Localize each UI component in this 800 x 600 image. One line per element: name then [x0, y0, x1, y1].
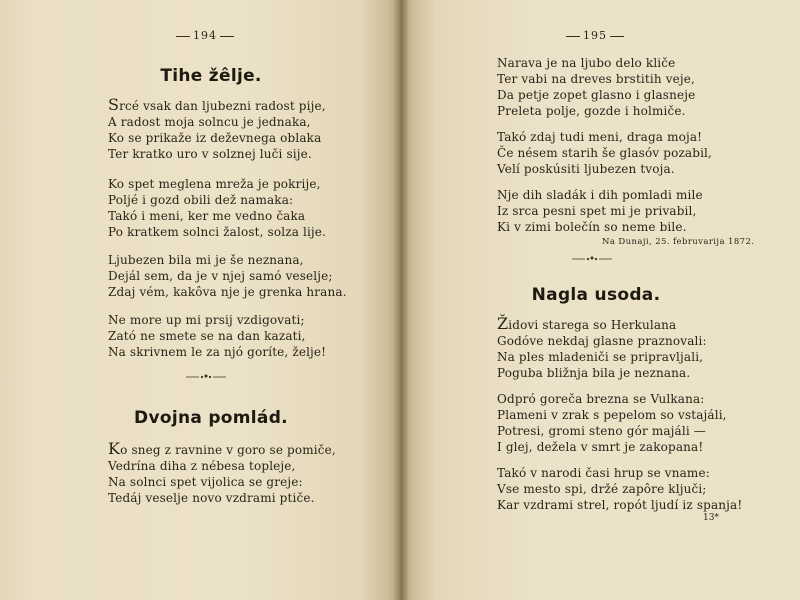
verse-line: Vedrína diha z nébesa topleje,: [108, 459, 296, 473]
verse-line: [497, 314, 677, 333]
book-gutter: [393, 0, 409, 600]
verse-line: Dejál sem, da je v njej samó veselje;: [108, 269, 333, 283]
verse-line: Ter vabi na dreves brstitih veje,: [497, 72, 695, 86]
page-number-right: 195: [563, 29, 627, 42]
verse-line: Vse mesto spi, držé zapôre ključi;: [497, 482, 707, 496]
verse-text: idovi starega so Herkulana: [508, 318, 677, 332]
verse-line: Preleta polje, gozde i holmiče.: [497, 104, 686, 118]
verse-line: Takó i meni, ker me vedno čaka: [108, 209, 306, 223]
verse-line: Narava je na ljubo delo kliče: [497, 56, 676, 70]
verse-line: Da petje zopet glasno i glasneje: [497, 88, 696, 102]
verse-line: Na ples mladeniči se pripravljali,: [497, 350, 704, 364]
verse-line: Ter kratko uro v solznej luči sije.: [108, 147, 312, 161]
verse-line: Odpró goreča brezna se Vulkana:: [497, 392, 705, 406]
verse-line: Ko spet meglena mreža je pokrije,: [108, 177, 321, 191]
verse-line: Ne more up mi prsij vzdigovati;: [108, 313, 305, 327]
right-page: [400, 0, 800, 600]
verse-line: Zató ne smete se na dan kazati,: [108, 329, 306, 343]
verse-line: [108, 439, 336, 458]
poem-title-dvojna-pomlad: Dvojna pomlád.: [134, 408, 288, 428]
verse-line: Zdaj vém, kakôva nje je grenka hrana.: [108, 285, 347, 299]
verse-line: Če nésem starih še glasóv pozabil,: [497, 146, 713, 160]
initial-letter: K: [108, 439, 121, 458]
initial-letter: Ž: [497, 314, 509, 333]
verse-line: Iz srca pesni spet mi je privabil,: [497, 204, 697, 218]
verse-line: Velí poskúsiti ljubezen tvoja.: [497, 162, 675, 176]
verse-text: rcé vsak dan ljubezni radost pije,: [119, 99, 326, 113]
verse-line: Nje dih sladák i dih pomladi mile: [497, 188, 703, 202]
verse-line: Poguba bližnja bila je neznana.: [497, 366, 691, 380]
poem-title-tihe-zelje: Tihe žêlje.: [160, 66, 262, 86]
initial-letter: S: [108, 95, 120, 114]
section-ornament: [186, 373, 226, 381]
verse-line: Na solnci spet vijolica se greje:: [108, 475, 303, 489]
verse-line: [108, 95, 326, 114]
verse-line: Poljé i gozd obili dež namaka:: [108, 193, 294, 207]
verse-line: Takó zdaj tudi meni, draga moja!: [497, 130, 703, 144]
section-ornament: [572, 255, 612, 263]
printer-signature-mark: 13*: [703, 513, 719, 523]
verse-line: Godóve nekdaj glasne praznovali:: [497, 334, 707, 348]
poem-title-nagla-usoda: Nagla usoda.: [531, 285, 661, 305]
verse-line: Plameni v zrak s pepelom so vstajáli,: [497, 408, 727, 422]
verse-line: Po kratkem solnci žalost, solza lije.: [108, 225, 327, 239]
poem-dateline: Na Dunaji, 25. februvarija 1872.: [602, 237, 755, 247]
verse-line: Ljubezen bila mi je še neznana,: [108, 253, 304, 267]
verse-line: Takó v narodi časi hrup se vname:: [497, 466, 710, 480]
verse-line: Kar vzdrami strel, ropót ljudí iz spanja!: [497, 498, 743, 512]
verse-line: Na skrivnem le za njó goríte, želje!: [108, 345, 327, 359]
verse-text: o sneg z ravnine v goro se pomiče,: [120, 443, 336, 457]
verse-line: Ko se prikaže iz deževnega oblaka: [108, 131, 322, 145]
verse-line: Tedáj veselje novo vzdrami ptiče.: [108, 491, 315, 505]
verse-line: Potresi, gromi steno gór majáli —: [497, 424, 706, 438]
verse-line: Ki v zimi bolečín so neme bile.: [497, 220, 687, 234]
verse-line: I glej, dežela v smrt je zakopana!: [497, 440, 704, 454]
verse-line: A radost moja solncu je jednaka,: [108, 115, 311, 129]
page-number-left: 194: [173, 29, 237, 42]
